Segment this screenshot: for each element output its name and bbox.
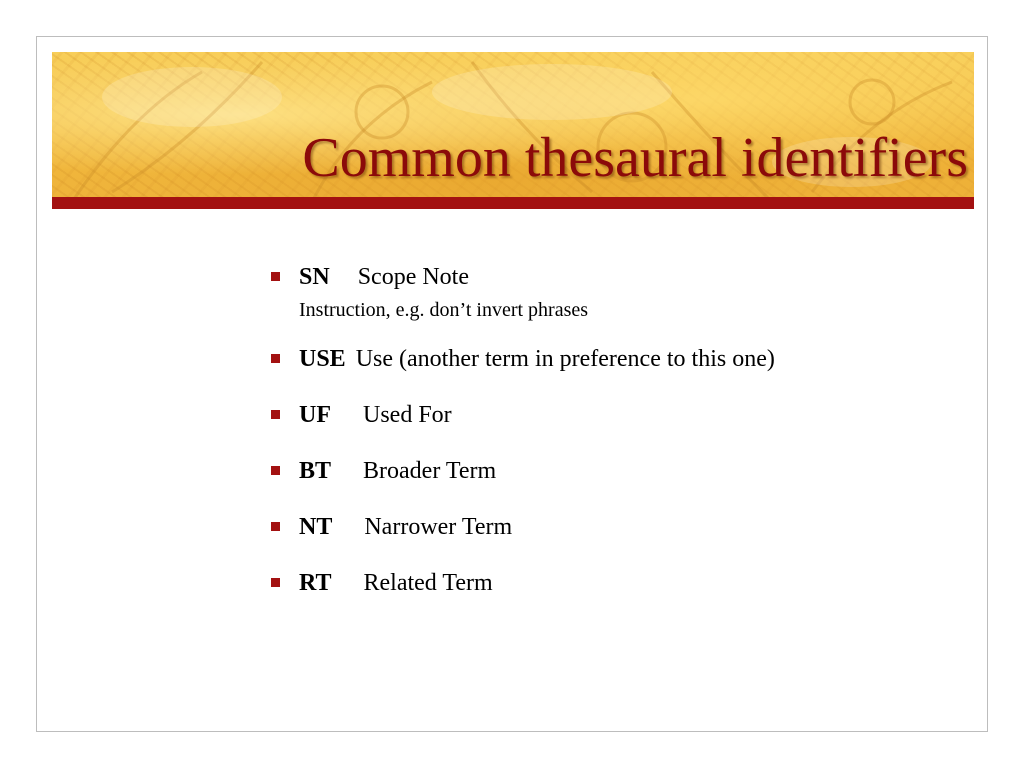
- item-note: Instruction, e.g. don’t invert phrases: [299, 299, 589, 321]
- square-bullet-icon: [271, 410, 280, 419]
- square-bullet-icon: [271, 272, 280, 281]
- list-item-nt: [269, 513, 775, 541]
- item-code: BT: [299, 458, 332, 484]
- item-label: Broader Term: [363, 458, 497, 484]
- item-code: USE: [299, 346, 346, 372]
- item-code: NT: [299, 514, 333, 540]
- list-item-sn: [269, 263, 775, 323]
- bullet-list: [269, 263, 775, 597]
- item-label: Scope Note: [357, 264, 469, 290]
- item-code: SN: [299, 264, 330, 290]
- item-label: Related Term: [363, 570, 493, 596]
- title-underline-bar: [52, 197, 974, 209]
- square-bullet-icon: [271, 354, 280, 363]
- square-bullet-icon: [271, 522, 280, 531]
- list-item-rt: [269, 569, 775, 597]
- item-code: UF: [299, 402, 331, 428]
- list-item-use: [269, 345, 775, 373]
- item-label: Narrower Term: [364, 514, 513, 540]
- item-code: RT: [299, 570, 332, 596]
- list-item-uf: [269, 401, 775, 429]
- slide: [36, 36, 988, 732]
- slide-title: Common thesaural identifiers: [302, 127, 968, 189]
- title-banner: [52, 52, 974, 209]
- square-bullet-icon: [271, 578, 280, 587]
- item-label: Used For: [363, 402, 452, 428]
- list-item-bt: [269, 457, 775, 485]
- item-label: Use (another term in preference to this one): [355, 346, 775, 372]
- square-bullet-icon: [271, 466, 280, 475]
